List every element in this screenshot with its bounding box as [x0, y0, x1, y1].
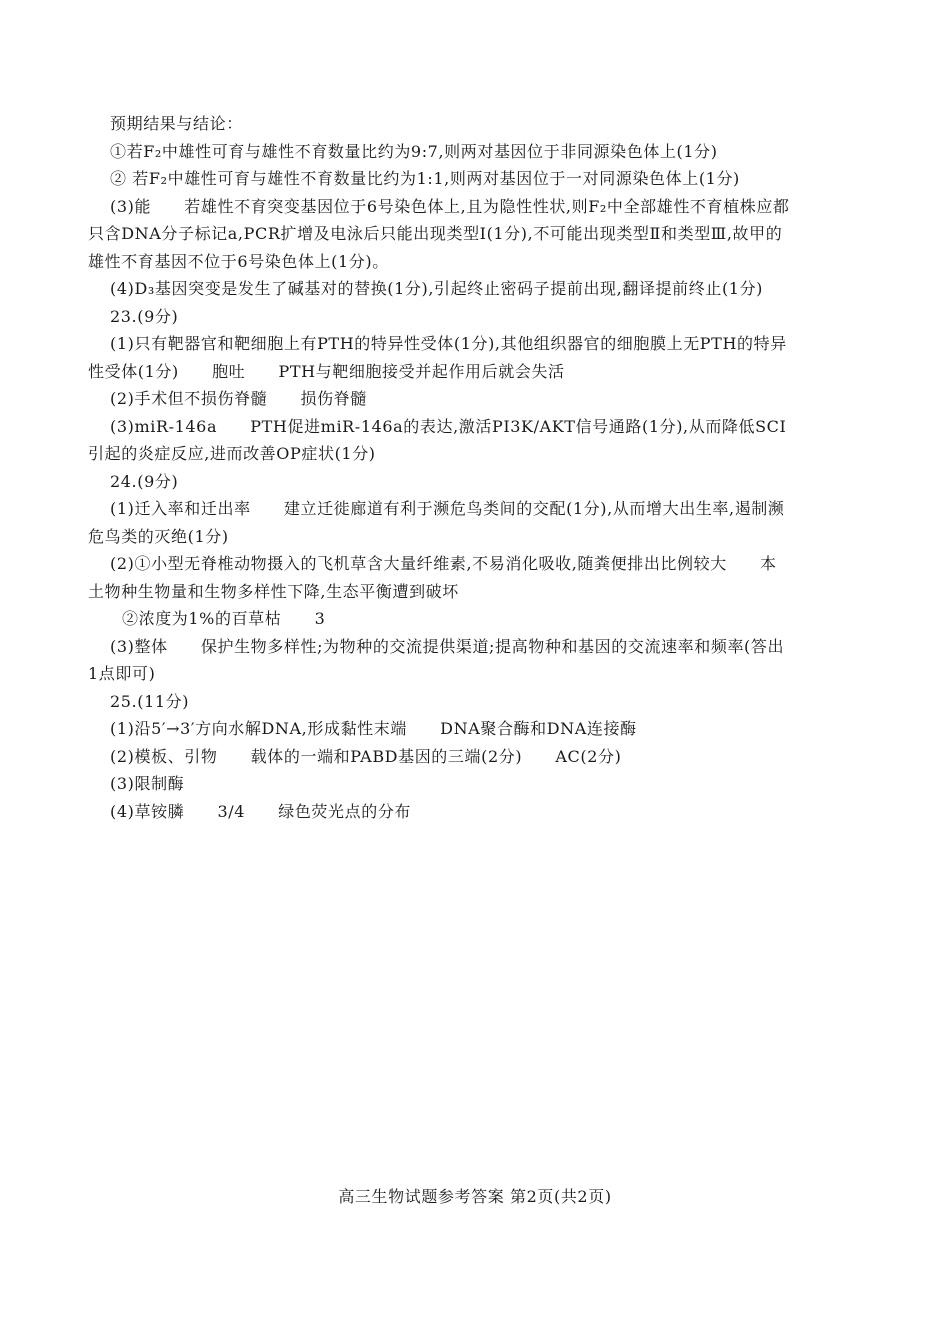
answer-paragraph: (3)能 若雄性不育突变基因位于6号染色体上,且为隐性性状,则F₂中全部雄性不育植株应都只含DNA分子标记a,PCR扩增及电泳后只能出现类型Ⅰ(1分),不可能出现类型Ⅱ和类型Ⅲ,故甲的雄性不育基因不位于6号染色体上(1分)。: [88, 196, 790, 271]
answer-paragraph: (2)手术但不损伤脊髓 损伤脊髓: [110, 389, 367, 408]
answer-paragraph: (3)miR-146a PTH促进miR-146a的表达,激活PI3K/AKT信号通路(1分),从而降低SCI引起的炎症反应,进而改善OP症状(1分): [88, 416, 787, 463]
question-heading: 23.(9分): [110, 306, 179, 326]
answer-paragraph: (4)D₃基因突变是发生了碱基对的替换(1分),引起终止密码子提前出现,翻译提前终止(1分): [110, 279, 764, 298]
section-title: 预期结果与结论：: [110, 114, 243, 133]
answer-page: [88, 110, 793, 825]
answer-paragraph: (1)迁入率和迁出率 建立迁徙廊道有利于濒危鸟类间的交配(1分),从而增大出生率,遏制濒危鸟类的灭绝(1分): [88, 499, 785, 546]
answer-paragraph: (4)草铵膦 3/4 绿色荧光点的分布: [110, 801, 412, 821]
answer-paragraph: (3)限制酶: [110, 774, 185, 793]
answer-paragraph: (2)模板、引物 载体的一端和PABD基因的三端(2分) AC(2分): [110, 746, 622, 766]
answer-paragraph: (1)沿5′→3′方向水解DNA,形成黏性末端 DNA聚合酶和DNA连接酶: [110, 719, 637, 738]
answer-paragraph: ②浓度为1%的百草枯 3: [122, 609, 326, 628]
answer-paragraph: (2)①小型无脊椎动物摄入的飞机草含大量纤维素,不易消化吸收,随粪便排出比例较大 本土物种生物量和生物多样性下降,生态平衡遭到破坏: [88, 554, 777, 601]
question-heading: 24.(9分): [110, 471, 179, 491]
answer-paragraph: (1)只有靶器官和靶细胞上有PTH的特异性受体(1分),其他组织器官的细胞膜上无PTH的特异性受体(1分) 胞吐 PTH与靶细胞接受并起作用后就会失活: [88, 334, 787, 381]
answer-paragraph: ② 若F₂中雄性可育与雄性不育数量比约为1:1,则两对基因位于一对同源染色体上(1分): [110, 169, 740, 188]
answer-paragraph: ①若F₂中雄性可育与雄性不育数量比约为9:7,则两对基因位于非同源染色体上(1分): [110, 141, 718, 161]
answer-paragraph: (3)整体 保护生物多样性;为物种的交流提供渠道;提高物种和基因的交流速率和频率(答出1点即可): [88, 636, 785, 683]
question-heading: 25.(11分): [110, 691, 190, 711]
page-footer: 高三生物试题参考答案 第2页(共2页): [338, 1187, 612, 1206]
